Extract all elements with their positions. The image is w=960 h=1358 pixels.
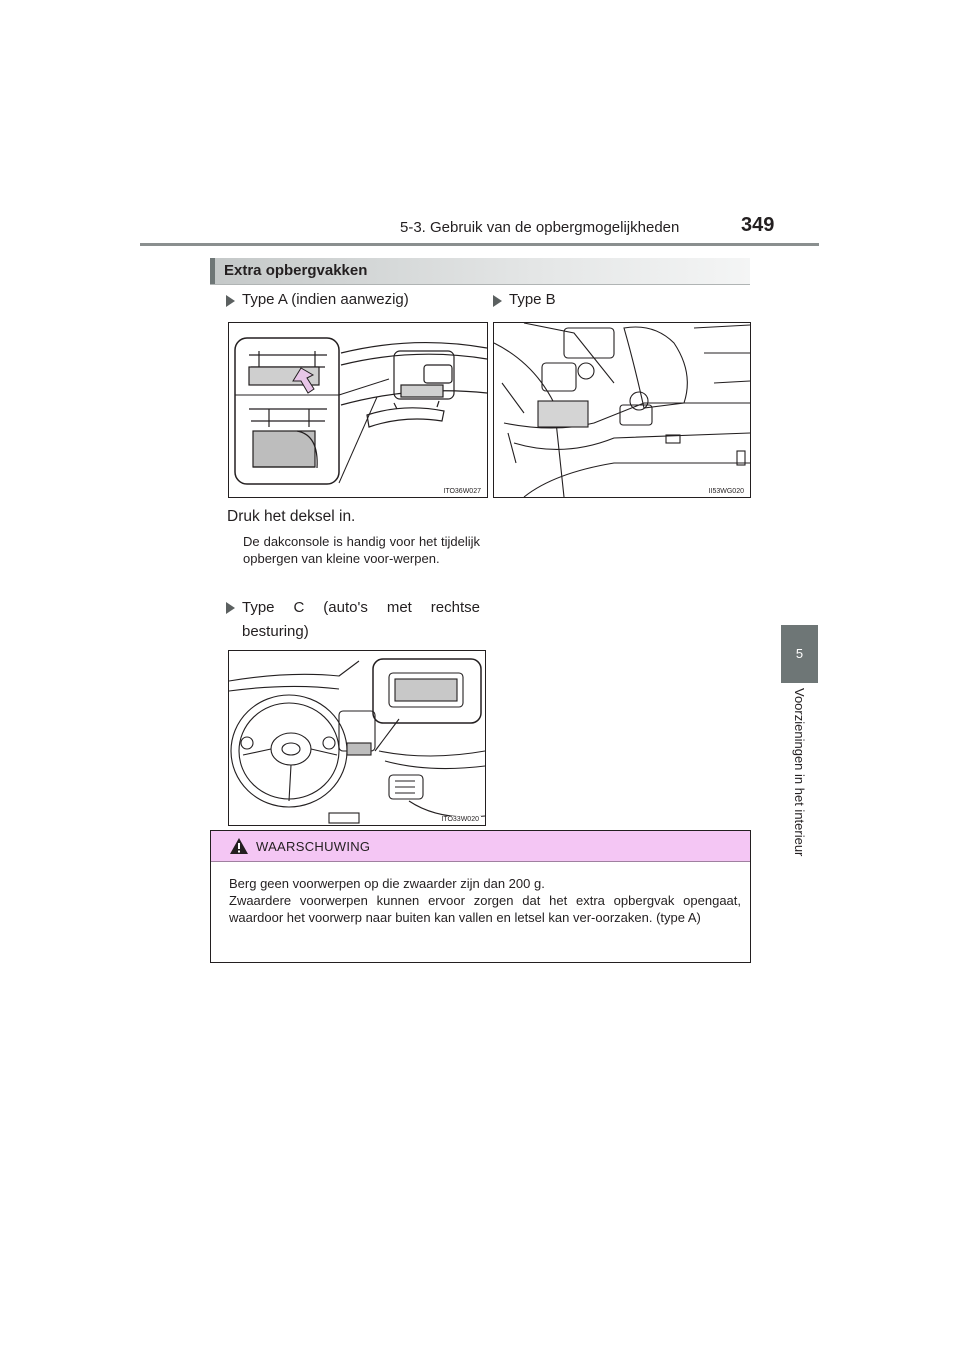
figure-type-a <box>228 322 488 498</box>
type-b-heading <box>493 291 556 308</box>
chapter-tab <box>781 625 818 683</box>
type-c-heading <box>226 596 480 644</box>
chapter-label <box>781 688 818 888</box>
page-number: 349 <box>741 214 775 236</box>
chapter-number: 5 <box>795 646 804 661</box>
warning-title: WAARSCHUWING <box>256 839 371 854</box>
type-a-instruction: Druk het deksel in. <box>227 508 356 525</box>
figure-type-b <box>493 322 751 498</box>
warning-box <box>210 830 751 963</box>
header-divider <box>140 243 819 246</box>
section-heading <box>210 258 750 285</box>
figure-code: II53WG020 <box>708 488 744 495</box>
bullet-triangle-icon <box>226 295 235 307</box>
figure-code: ITO36W027 <box>443 488 481 495</box>
section-title: Extra opbergvakken <box>224 262 368 279</box>
header-section-title: 5-3. Gebruik van de opbergmogelijkheden <box>400 219 680 236</box>
bullet-triangle-icon <box>226 602 235 614</box>
type-a-label: Type A (indien aanwezig) <box>242 291 409 308</box>
type-c-label: Type C (auto's met rechtse besturing) <box>242 599 480 640</box>
dashboard-illustration <box>229 651 485 825</box>
type-b-label: Type B <box>509 291 556 308</box>
section-heading-accent <box>210 258 215 284</box>
center-console-illustration <box>494 323 750 497</box>
roof-console-illustration <box>229 323 487 497</box>
figure-code: ITO33W020 <box>441 816 479 823</box>
warning-line-1: Berg geen voorwerpen op die zwaarder zijn dan 200 g. <box>229 876 545 891</box>
figure-type-c <box>228 650 486 826</box>
bullet-triangle-icon <box>493 295 502 307</box>
type-a-heading <box>226 291 409 308</box>
warning-line-2: Zwaardere voorwerpen kunnen ervoor zorgen dat het extra opbergvak opengaat, waardoor het voorwerp naar buiten kan vallen en letsel kan ver-oorzaken. (type A) <box>229 893 741 925</box>
chapter-title: Voorzieningen in het interieur <box>792 688 807 857</box>
warning-header <box>211 831 750 862</box>
type-a-note: De dakconsole is handig voor het tijdelijk opbergen van kleine voor-werpen. <box>243 534 480 566</box>
warning-body <box>229 875 741 926</box>
warning-triangle-icon <box>229 837 249 855</box>
